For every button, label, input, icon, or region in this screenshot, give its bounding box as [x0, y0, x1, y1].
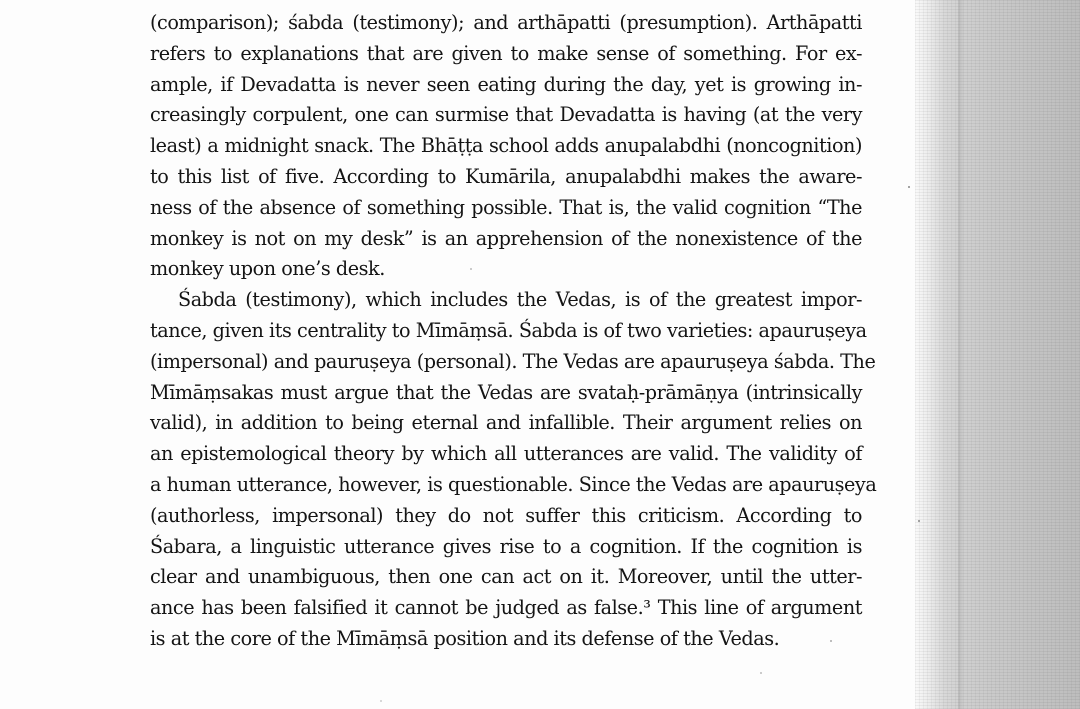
body-text: [150, 8, 877, 655]
text-line: Mīmāṃsakas must argue that the Vedas are svataḥ-prāmāṇya (intrinsically: [150, 380, 862, 404]
text-line: (comparison); śabda (testimony); and arthāpatti (presumption). Arthāpatti: [150, 11, 862, 34]
text-line: an epistemological theory by which all utterances are valid. The validity of: [150, 442, 862, 466]
text-line: is at the core of the Mīmāṃsā position and its defense of the Vedas.: [150, 626, 780, 650]
text-line: refers to explanations that are given to make sense of something. For ex-: [150, 41, 862, 65]
text-line: valid), in addition to being eternal and infallible. Their argument relies on: [150, 411, 862, 435]
scan-speck: [830, 640, 832, 642]
text-line: monkey upon one’s desk.: [150, 257, 385, 281]
scan-speck: [760, 672, 762, 674]
text-line: tance, given its centrality to Mīmāṃsā. Śabda is of two varieties: apauruṣeya: [150, 318, 867, 342]
text-line: monkey is not on my desk” is an apprehension of the nonexistence of the: [150, 226, 862, 250]
text-line: (authorless, impersonal) they do not suffer this criticism. According to: [150, 503, 862, 527]
text-line: Śabara, a linguistic utterance gives rise to a cognition. If the cognition is: [150, 534, 862, 558]
paragraph-2: [150, 285, 877, 655]
page-edge: [958, 0, 964, 709]
scan-speck: [470, 268, 472, 270]
scan-speck: [380, 700, 382, 702]
text-line: ness of the absence of something possible. That is, the valid cognition “The: [150, 195, 862, 219]
text-line: (impersonal) and pauruṣeya (personal). The Vedas are apauruṣeya śabda. The: [150, 349, 876, 373]
text-line: Śabda (testimony), which includes the Vedas, is of the greatest impor-: [178, 288, 862, 312]
scan-speck: [908, 186, 910, 188]
text-line: to this list of five. According to Kumārila, anupalabdhi makes the aware-: [150, 164, 862, 188]
text-line: creasingly corpulent, one can surmise that Devadatta is having (at the very: [150, 103, 862, 127]
scan-speck: [918, 520, 920, 522]
text-line: ance has been falsified it cannot be judged as false.³ This line of argument: [150, 596, 862, 620]
text-line: clear and unambiguous, then one can act on it. Moreover, until the utter-: [150, 565, 862, 589]
text-line: least) a midnight snack. The Bhāṭṭa school adds anupalabdhi (noncognition): [150, 134, 862, 158]
text-line: a human utterance, however, is questionable. Since the Vedas are apauruṣeya: [150, 472, 877, 496]
page-gutter-shadow: [915, 0, 1080, 709]
text-line: ample, if Devadatta is never seen eating during the day, yet is growing in-: [150, 72, 862, 96]
paragraph-1: [150, 8, 862, 285]
